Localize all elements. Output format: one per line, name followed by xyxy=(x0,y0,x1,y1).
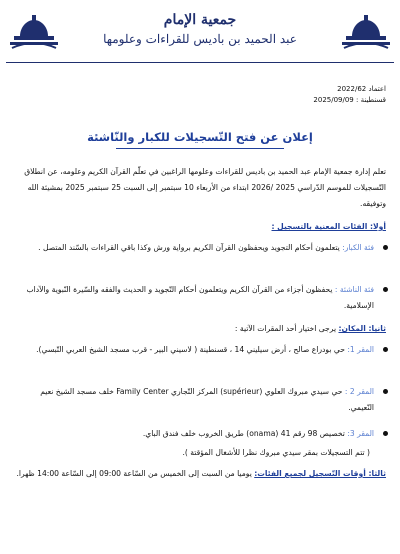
place-label: المقر 1: xyxy=(347,345,374,354)
bullet-icon xyxy=(383,431,388,436)
section-categories-heading xyxy=(272,222,387,231)
section-label: ثالثا: أوقات التّسجيل لجميع الفئات: xyxy=(254,469,386,478)
section-label: أولا: الفئات المعنية بالتسجيل : xyxy=(271,222,386,231)
place-item xyxy=(18,342,374,358)
category-text: يحفظون أجزاء من القرآن الكريم ويتعلمون أحكام التّجويد و الحديث والفقه والسّيرة النّبوية والآداب الإسلامية. xyxy=(26,285,374,310)
letterhead xyxy=(0,6,400,62)
header-divider xyxy=(6,62,394,63)
place-label: المقر 3: xyxy=(347,429,374,438)
approval-number: اعتماد 2022/62 xyxy=(337,85,386,93)
section-text: يوميا من السبت إلى الخميس من السّاعة 09:00 إلى السّاعة 14:00 ظهرا. xyxy=(16,469,255,478)
section-times xyxy=(14,466,386,482)
title-underline xyxy=(116,148,284,149)
reference-block xyxy=(313,84,386,106)
association-name-line1: جمعية الإمام xyxy=(163,12,237,28)
mosque-logo-icon xyxy=(340,14,392,54)
category-label: فئة الكبار: xyxy=(342,243,374,252)
bullet-icon xyxy=(383,287,388,292)
category-item xyxy=(18,240,374,256)
intro-paragraph: تعلم إدارة جمعية الإمام عبد الحميد بن باديس للقراءات وعلومها الراغبين في تعلّم القرآن الكريم وعلومه، عن انطلاق التّسجيلات للموسم الدّراسي 2025 /2026 ابتداء من الأربعاء 10 سبتمبر إلى السبت 25 سبتمبر 2025 بمشيئة الله وتوفيقه. xyxy=(24,167,386,208)
bullet-icon xyxy=(383,245,388,250)
bullet-icon xyxy=(383,389,388,394)
place-text: تخصيص 98 رقم 41 (onama) طريق الخروب خلف فندق الباي. xyxy=(142,429,348,438)
place-text: حي بودراع صالح ، أرض سيليني 14 ، قسنطينة ( لاسيني البير - قرب مسجد الشيخ العربي التّبسي). xyxy=(36,345,348,354)
association-name-line2: عبد الحميد بن باديس للقراءات وعلومها xyxy=(103,32,297,46)
category-item xyxy=(18,282,374,314)
category-label: فئة الناشئة : xyxy=(334,285,374,294)
section-label: ثانيا: المكان: xyxy=(338,324,386,333)
registration-note: ( تتم التسجيلات بمقر سيدي مبروك نظرا للأشغال المؤقتة ). xyxy=(182,448,370,457)
mosque-logo-icon xyxy=(8,14,60,54)
issue-date: قسنطينة : 2025/09/09 xyxy=(313,96,386,104)
place-item xyxy=(18,384,374,416)
place-label: المقر 2 : xyxy=(344,387,374,396)
section-places-heading xyxy=(235,324,386,333)
bullet-icon xyxy=(383,347,388,352)
place-text: حي سيدي مبروك العلوي (supérieur) المركز التّجاري Family Center خلف مسجد الشيخ نعيم النّعيمي. xyxy=(40,387,374,412)
section-text: يرجى اختيار أحد المقرات الآتية : xyxy=(234,324,339,333)
place-item xyxy=(18,426,374,442)
announcement-title: إعلان عن فتح التّسجيلات للكبار والنّاشئة xyxy=(87,130,313,144)
category-text: يتعلمون أحكام التجويد ويحفظون القرآن الكريم برواية ورش وكذا باقي القراءات بالسّند المتصل . xyxy=(38,243,343,252)
